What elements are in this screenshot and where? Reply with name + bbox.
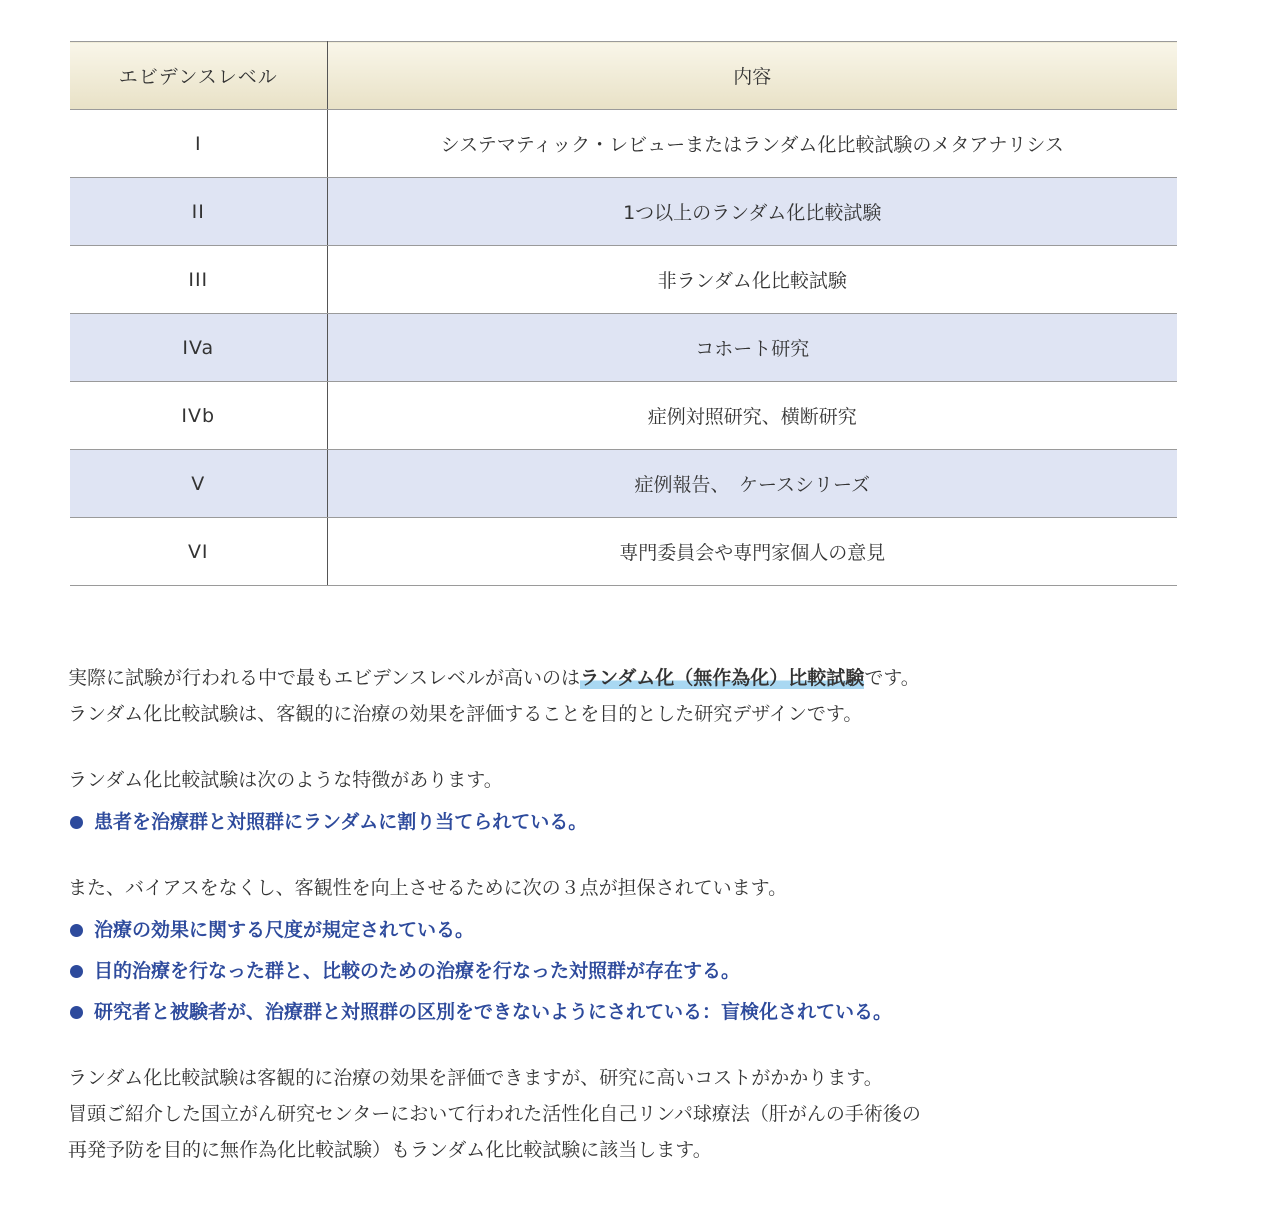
level-cell: I <box>70 110 327 178</box>
table-row <box>70 450 1177 518</box>
content-cell: 非ランダム化比較試験 <box>327 246 1177 314</box>
content-cell: コホート研究 <box>327 314 1177 382</box>
list-item-text: 患者を治療群と対照群にランダムに割り当てられている。 <box>94 811 588 833</box>
list-item <box>68 951 1188 992</box>
paragraph-definition: ランダム化比較試験は、客観的に治療の効果を評価することを目的とした研究デザインです。 <box>68 703 863 725</box>
bullet-icon <box>70 816 83 829</box>
bullet-icon <box>70 965 83 978</box>
bullet-icon <box>70 1006 83 1019</box>
paragraph-intro <box>68 660 1188 696</box>
table-row <box>70 382 1177 450</box>
spacer <box>68 1033 1188 1060</box>
paragraph-example-cont: 再発予防を目的に無作為化比較試験）もランダム化比較試験に該当します。 <box>68 1139 712 1161</box>
highlighted-term: ランダム化（無作為化）比較試験 <box>580 667 865 689</box>
feature-list <box>68 802 1188 843</box>
content-cell: システマティック・レビューまたはランダム化比較試験のメタアナリシス <box>327 110 1177 178</box>
paragraph-example: 冒頭ご紹介した国立がん研究センターにおいて行われた活性化自己リンパ球療法（肝がんの手術後の <box>68 1103 921 1125</box>
list-item <box>68 992 1188 1033</box>
list-item <box>68 910 1188 951</box>
table-row <box>70 314 1177 382</box>
paragraph-cost: ランダム化比較試験は客観的に治療の効果を評価できますが、研究に高いコストがかかります。 <box>68 1067 883 1089</box>
table-row <box>70 110 1177 178</box>
header-content: 内容 <box>327 42 1177 110</box>
level-cell: II <box>70 178 327 246</box>
spacer <box>68 732 1188 762</box>
level-cell: III <box>70 246 327 314</box>
list-item <box>68 802 1188 843</box>
article-body <box>68 660 1188 1168</box>
table-row <box>70 518 1177 586</box>
content-cell: 症例対照研究、横断研究 <box>327 382 1177 450</box>
header-level: エビデンスレベル <box>70 42 327 110</box>
level-cell: VI <box>70 518 327 586</box>
table-header-row <box>70 42 1177 110</box>
level-cell: IVb <box>70 382 327 450</box>
content-cell: 1つ以上のランダム化比較試験 <box>327 178 1177 246</box>
bias-list <box>68 910 1188 1033</box>
bias-intro: また、バイアスをなくし、客観性を向上させるために次の３点が担保されています。 <box>68 877 788 899</box>
list-item-text: 目的治療を行なった群と、比較のための治療を行なった対照群が存在する。 <box>94 960 741 982</box>
level-cell: V <box>70 450 327 518</box>
content-cell: 症例報告、 ケースシリーズ <box>327 450 1177 518</box>
table-row <box>70 246 1177 314</box>
bullet-icon <box>70 924 83 937</box>
level-cell: IVa <box>70 314 327 382</box>
table-row <box>70 178 1177 246</box>
intro-text-end: です。 <box>864 667 920 689</box>
list-item-text: 治療の効果に関する尺度が規定されている。 <box>94 919 475 941</box>
intro-text: 実際に試験が行われる中で最もエビデンスレベルが高いのは <box>68 667 581 689</box>
list-item-text: 研究者と被験者が、治療群と対照群の区別をできないようにされている：盲検化されている。 <box>94 1001 893 1023</box>
spacer <box>68 843 1188 870</box>
content-cell: 専門委員会や専門家個人の意見 <box>327 518 1177 586</box>
evidence-level-table <box>70 41 1177 586</box>
features-intro: ランダム化比較試験は次のような特徴があります。 <box>68 769 503 791</box>
